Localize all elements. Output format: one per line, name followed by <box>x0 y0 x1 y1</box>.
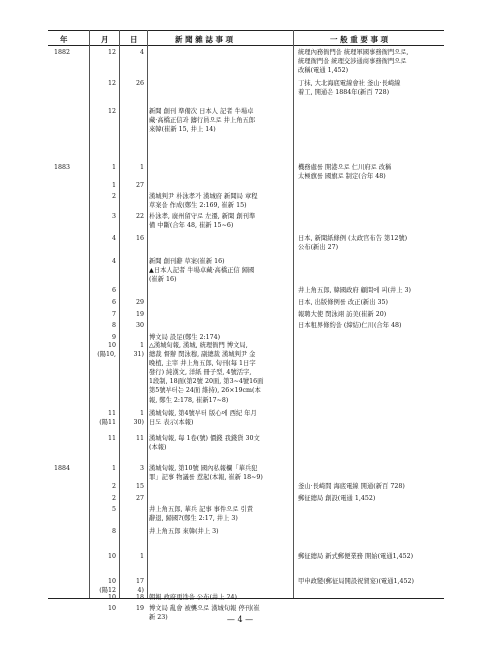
header-events: 一 般 重 要 事 項 <box>330 35 389 44</box>
row-year: 1883 <box>54 164 71 171</box>
row-day: 15 <box>135 483 144 490</box>
row-event-item: 甲申政變(郵征局開設祝賀宴)(電通1,452) <box>298 578 415 585</box>
row-month: 4 <box>111 235 116 242</box>
row-news-item: 漢城旬報, 第10號 國內私報欄「華兵犯 罪」記事 物議를 惹起(本報, 崔新 18~9) <box>149 465 263 482</box>
header-month: 月 <box>101 35 109 44</box>
row-news-item: 博文局 亂會 被襲으로 漢城旬報 停刊(崔 新 23) <box>149 605 260 622</box>
row-news-item: △漢城旬報, 漢城, 統理衙門 博文局, 總裁 督辦 閔泳穆, 副總裁 漢城判尹 金 晩植, 主宰 井上角五郎, 旬刊(每 1日字 發行) 純漢文, 洋紙 冊子型, 4號活字, 1段制, 18面(第2號 20面, 第3~4號16面 第5號부터는 24面 維持), 26×19cm(本 報, 鄭生 2:178, 崔新17~8) <box>149 342 264 404</box>
row-event-item: 機務處를 開港으로 仁川府로 改稱 太極旗를 國旗로 制定(合年 48) <box>298 164 392 181</box>
row-month: 1 <box>111 182 116 189</box>
row-month: 2 <box>111 193 116 200</box>
row-news-item: 朴泳孝, 廣州留守로 左遷, 新聞 創刊準 備 中斷(合年 48, 崔新 15~6) <box>149 213 256 230</box>
row-month: 11 (陽11 <box>99 410 116 427</box>
row-day: 3 <box>139 465 144 472</box>
row-month: 12 <box>107 108 116 115</box>
row-day: 30 <box>135 322 144 329</box>
row-month: 8 <box>111 528 116 535</box>
header-year: 年 <box>60 35 68 44</box>
row-event-item: 日本, 新聞紙條例 (太政官布告 第12號) 公布(新出 27) <box>298 235 408 252</box>
row-event-item: 郵征總局 創設(電通 1,452) <box>298 495 376 502</box>
divider-day <box>147 30 148 598</box>
row-day: 1 31) <box>133 342 144 359</box>
row-month: 8 <box>111 322 116 329</box>
divider-news <box>293 30 294 598</box>
row-event-item: 井上角五郎, 韓國政府 顧問에 피(井上 3) <box>298 287 411 294</box>
row-month: 4 <box>111 258 116 265</box>
row-news-item: 新聞 創刊辭 草案(崔新 16) ▲日本人記者 牛場卓藏·高橋正信 歸國 (崔新 16) <box>149 258 255 284</box>
divider-year <box>89 30 90 598</box>
row-news-item: 漢城旬報, 第4號부터 版心에 西紀 年月 日도 表示(本報) <box>149 410 257 427</box>
row-day: 1 <box>139 164 144 171</box>
row-month: 11 <box>107 435 116 442</box>
row-month: 10 <box>107 605 116 612</box>
row-day: 17 4) <box>135 578 144 595</box>
row-day: 11 <box>135 435 144 442</box>
row-month: 7 <box>111 311 116 318</box>
row-month: 1 <box>111 465 116 472</box>
row-news-item: 漢城旬報, 每 1卷(號) 價錢 我錢貨 30文 (本報) <box>149 435 260 452</box>
row-year: 1884 <box>54 465 71 472</box>
row-day: 19 <box>135 311 144 318</box>
top-rule <box>48 30 444 31</box>
row-news-item: 朝報 政府更迭을 公布(井上 24) <box>149 594 237 601</box>
row-event-item: 統理內務衙門을 統理軍國事務衙門으로, 統理衙門을 統理交涉通商事務衙門으로 改稱(電通 1,452) <box>298 49 409 75</box>
row-event-item: 丁抹, 大北海底電線會社 釜山·長崎線 着工, 開通은 1884年(新百 728) <box>298 80 401 97</box>
row-day: 4 <box>139 49 144 56</box>
row-month: 10 <box>107 594 116 601</box>
row-event-item: 釜山·長崎間 海底電線 開通(新百 728) <box>298 483 405 490</box>
row-day: 22 <box>135 213 144 220</box>
row-month: 10 (陽12 <box>99 578 116 595</box>
row-day: 27 <box>135 182 144 189</box>
row-event-item: 郵征總局 新式郵便業務 開始(電通1,452) <box>298 553 414 560</box>
row-month: 12 <box>107 80 116 87</box>
row-month: 2 <box>111 483 116 490</box>
row-event-item: 日本租界條約을 (締結)仁川(合年 48) <box>298 322 402 329</box>
page-number: — 4 — <box>226 615 254 624</box>
row-month: 6 <box>111 287 116 294</box>
row-news-item: 井上角五郎 來韓(井上 3) <box>149 528 219 535</box>
row-month: 10 (陽10, <box>97 342 116 359</box>
row-news-item: 新聞 創刊 準備次 日本人 記者 牛場卓 藏·高橋正信과 鑄行員으로 井上角五郎 來韓(崔新 15, 井上 14) <box>149 108 256 134</box>
header-rule <box>48 45 444 46</box>
row-news-item: 漢城判尹 朴泳孝가 漢城府 新聞局 章程 草案을 作成(鄭生 2:169, 崔新 15) <box>149 193 258 210</box>
row-day: 1 30) <box>133 410 144 427</box>
row-month: 5 <box>111 506 116 513</box>
row-event-item: 報聘大使 閔泳翊 訪美(崔新 20) <box>298 311 387 318</box>
row-day: 1 <box>139 553 144 560</box>
row-event-item: 日本, 出版條例를 改正(新出 35) <box>298 299 388 306</box>
row-year: 1882 <box>54 49 71 56</box>
row-day: 27 <box>135 495 144 502</box>
row-news-item: 博文局 設足(鄭生 2:174) <box>149 334 221 341</box>
row-day: 29 <box>135 299 144 306</box>
divider-month <box>119 30 120 598</box>
row-month: 6 <box>111 299 116 306</box>
row-day: 26 <box>135 80 144 87</box>
row-month: 3 <box>111 213 116 220</box>
row-month: 1 <box>111 164 116 171</box>
header-news: 新 聞 雜 誌 事 項 <box>175 35 234 44</box>
row-news-item: 井上角五郎, 華兵 記事 事件으로 引責 辭退, 歸國?(鄭生 2:17, 井上 3) <box>149 506 254 523</box>
row-month: 10 <box>107 553 116 560</box>
row-day: 18 <box>135 594 144 601</box>
row-month: 9 <box>111 334 116 341</box>
row-day: 16 <box>135 235 144 242</box>
row-day: 19 <box>135 605 144 612</box>
row-month: 2 <box>111 495 116 502</box>
header-day: 日 <box>130 35 138 44</box>
row-month: 12 <box>107 49 116 56</box>
